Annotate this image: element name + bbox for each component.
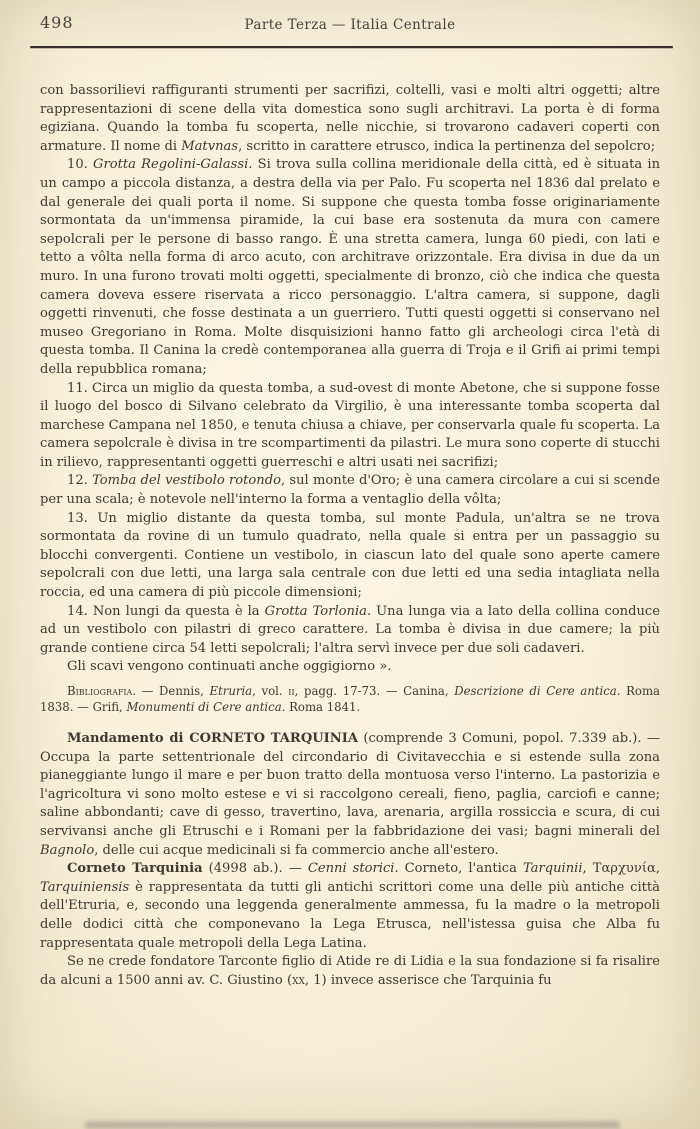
text-segment: Grotta Torlonia — [264, 603, 367, 619]
body-text — [40, 82, 660, 990]
bibliography — [40, 683, 660, 715]
paragraph-item-13 — [40, 510, 660, 603]
paragraph-item-11 — [40, 380, 660, 473]
section-corneto-tarquinia — [40, 860, 660, 953]
text-segment: 10. — [67, 157, 93, 173]
page-number: 498 — [40, 13, 74, 32]
text-segment: 11. Circa un miglio da questa tomba, a sud-ovest di monte Abetone, che si suppone fosse il luogo del bosco di Silvano celebrato da Virgilio, è una interessante tomba scoperta dal marchese Campana nel 1850, e tenuta chiusa a chiave, per conservarla quale fu scoperta. La camera sepolcrale è divisa in tre scompartimenti da pilastri. Le mura sono coperte di stucchi in rilievo, rappresentanti oggetti guerreschi e altri usati nei sacrifizi; — [40, 380, 660, 470]
text-segment: . Roma 1841. — [281, 700, 361, 714]
header-rule — [30, 46, 673, 48]
paragraph-item-14 — [40, 603, 660, 659]
text-segment: Bibliografia. — [67, 684, 137, 698]
paragraph-item-12 — [40, 472, 660, 509]
text-segment: , Ταρχυνία, — [582, 861, 660, 877]
text-segment: Mandamento di CORNETO TARQUINIA — [67, 731, 359, 746]
text-segment: — Dennis, — [136, 684, 210, 698]
text-segment: Tomba del vestibolo rotondo — [92, 473, 281, 489]
text-segment: , pagg. 17-73. — Canina, — [294, 684, 455, 698]
text-segment: 14. Non lungi da questa è la — [67, 603, 265, 619]
text-segment: , 1) invece asserisce che Tarquinia fu — [304, 972, 552, 988]
text-segment: (4998 ab.). — — [202, 861, 308, 877]
text-segment: (comprende 3 Comuni, popol. 7.339 ab.). — Occupa la parte settentrionale del circondario di Civitavecchia e si estende sulla zona pianeggiante lungo il mare e per buon tratto della montuosa verso l'interno. La pastorizia e l'agricoltura vi sono molto estese e vi si raccolgono cereali, fieno, paglia, carciofi e canne; saline abbondanti; cave di gesso, travertino, lava, arenaria, argilla rossiccia e scura, di cui servivansi anche gli Etruschi e i Romani per la fabbridazione dei vasi; bagni minerali del — [40, 731, 660, 839]
text-segment: , sul monte d'Oro; è una camera circolare a cui si scende per una scala; è notevole nell'interno la forma a ventaglio della vôlta; — [40, 473, 660, 508]
text-segment: Etruria — [209, 684, 253, 698]
page-header — [0, 0, 700, 50]
text-segment: , vol. — [252, 684, 289, 698]
text-segment: Tarquiniensis — [40, 879, 130, 895]
text-segment: Grotta Regolini-Galassi — [93, 157, 249, 173]
text-segment: , scritto in carattere etrusco, indica la pertinenza del sepolcro; — [238, 138, 656, 154]
text-segment: Se ne crede fondatore Tarconte figlio di Atide re di Lidia e la sua fondazione si fa risalire da alcuni a 1500 anni av. C. Giustino ( — [40, 954, 660, 988]
text-segment: , delle cui acque medicinali si fa commercio anche all'estero. — [94, 842, 499, 858]
paragraph-fondazione — [40, 953, 660, 990]
text-segment: . Si trova sulla collina meridionale della città, ed è situata in un campo a piccola distanza, a destra della via per Palo. Fu scoperta nel 1836 dal prelato e dal generale dei quali porta il nome. Si suppone che questa tomba fosse originariamente sormontata da un'immensa piramide, la cui base era sostenuta da mura con camere sepolcrali per le persone di basso rango. È una stretta camera, lunga 60 piedi, con lati e tetto a vôlta nella forma di arco acuto, con architrave orizzontale. Era divisa in due da un muro. In una furono trovati molti oggetti, specialmente di bronzo, ciò che indica che questa camera doveva essere riservata a ricco personaggio. L'altra camera, si suppone, dagli oggetti rinvenuti, che fosse destinata a un guerriero. Tutti questi oggetti si conservano nel museo Gregoriano in Roma. Molte disquisizioni hanno fatto gli archeologi circa l'età di questa tomba. Il Canina la credè contemporanea alla guerra di Troja e il Grifi ai primi tempi della repubblica romana; — [40, 157, 660, 377]
section-mandamento-corneto-tarquinia — [40, 730, 660, 860]
text-segment: è rappresentata da tutti gli antichi scrittori come una delle più antiche città dell'Etruria, e, secondo una leggenda generalmente ammessa, fu la madre o la metropoli delle dodici città che componevano la Lega Etrusca, nell'istessa guisa che Alba fu rappresentata quale metropoli della Lega Latina. — [40, 879, 660, 951]
text-segment: Cenni storici — [307, 861, 395, 877]
text-segment: Gli scavi vengono continuati anche oggigiorno ». — [67, 659, 392, 675]
text-segment: Corneto Tarquinia — [67, 861, 203, 877]
text-segment: 12. — [67, 473, 93, 489]
text-segment: Tarquinii — [522, 861, 583, 877]
text-segment: . Corneto, l'antica — [394, 861, 523, 877]
paragraph-scavi — [40, 658, 660, 677]
text-segment: Descrizione di Cere antica — [454, 684, 617, 698]
paragraph-continuation — [40, 82, 660, 156]
text-segment: Matvnas — [181, 138, 239, 154]
text-segment: con bassorilievi raffiguranti strumenti per sacrifizi, coltelli, vasi e molti altri oggetti; altre rappresentazioni di scene della vita domestica sono sugli architravi. La porta è di forma egiziana. Quando la tomba fu scoperta, nelle nicchie, si trovarono cadaveri coperti con armature. Il nome di — [40, 83, 660, 154]
text-segment: . Roma 1838. — Grifi, — [40, 684, 660, 714]
text-segment: Bagnolo — [40, 842, 95, 858]
text-segment: 13. Un miglio distante da questa tomba, sul monte Padula, un'altra se ne trova sormontata da rovine di un tumulo quadrato, nella quale si entra per un passaggio su blocchi convergenti. Contiene un vestibolo, in ciascun lato del quale sono aperte camere sepolcrali con due letti, una larga sala centrale con due letti ed una sedia intagliata nella roccia, ed una camera di più piccole dimensioni; — [40, 510, 660, 601]
scan-edge-artifact — [85, 1121, 620, 1129]
paragraph-item-10 — [40, 156, 660, 379]
text-segment: ii — [288, 684, 295, 698]
text-segment: Monumenti di Cere antica — [126, 700, 282, 714]
text-segment: . Una lunga via a lato della collina conduce ad un vestibolo con pilastri di greco carattere. La tomba è divisa in due camere; la più grande contiene circa 54 letti sepolcrali; l'altra servì invece per due soli cadaveri. — [40, 603, 660, 656]
running-title: Parte Terza — Italia Centrale — [244, 17, 456, 33]
text-segment: xx — [292, 972, 305, 988]
